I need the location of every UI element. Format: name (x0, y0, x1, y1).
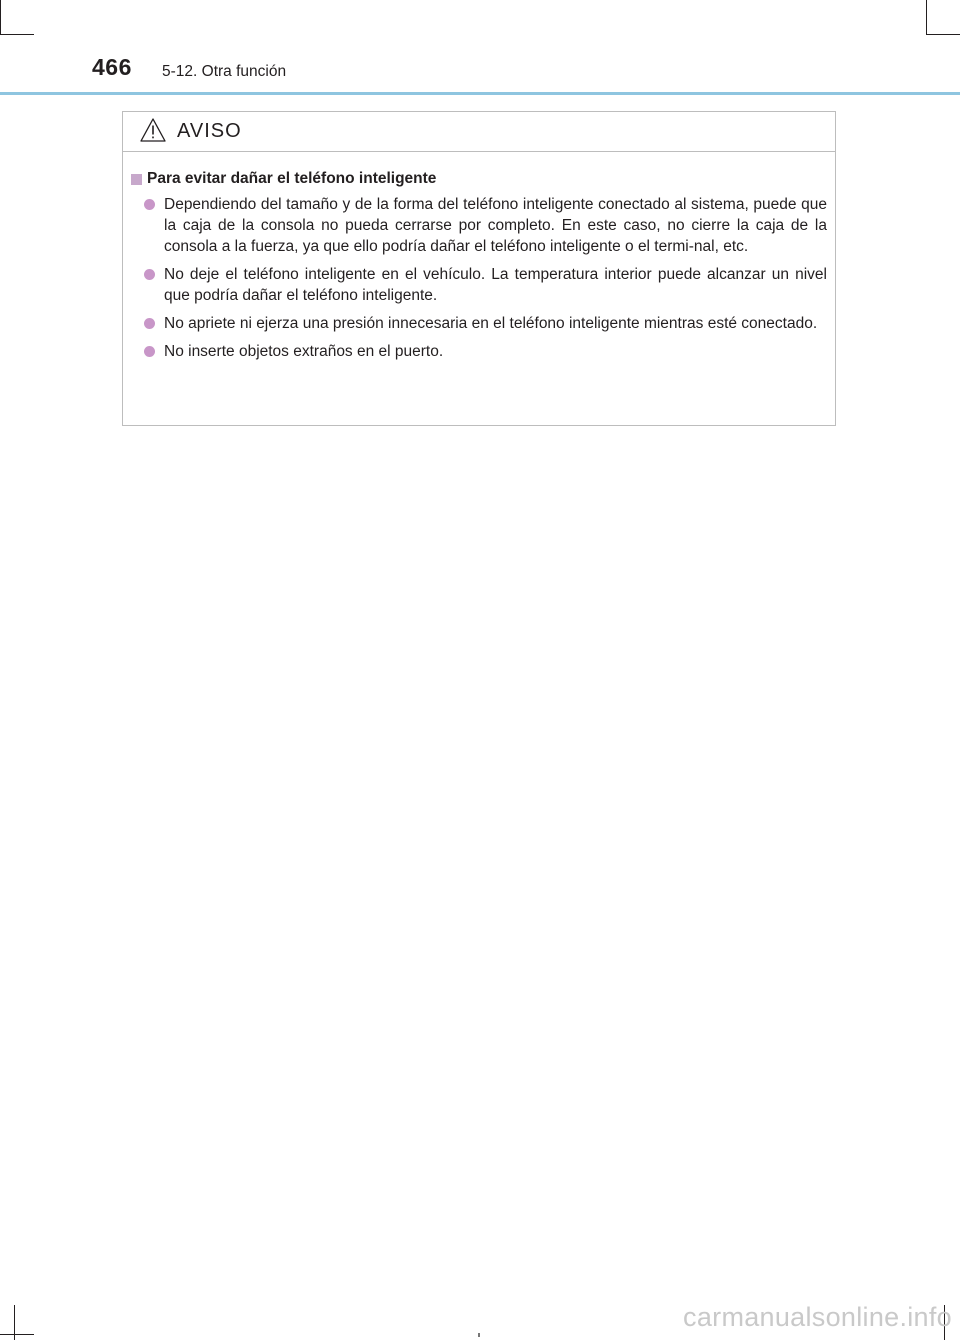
list-item-text: No inserte objetos extraños en el puerto. (164, 343, 444, 360)
header-rule (0, 92, 960, 95)
list-item (131, 194, 827, 257)
list-item (131, 313, 827, 334)
list-item-text: Dependiendo del tamaño y de la forma del teléfono inteligente conectado al sistema, puede que la caja de la consola no pueda cerrarse por completo. En este caso, no cierre la caja de la consola a la fuerza, ya que ello podría dañar el teléfono inteligente o el termi-nal, etc. (164, 196, 827, 255)
list-item (131, 341, 827, 362)
crop-mark (0, 1334, 34, 1335)
list-item-text: No deje el teléfono inteligente en el vehículo. La temperatura interior puede alcanzar un nivel que podría dañar el teléfono inteligente. (164, 266, 827, 304)
circle-bullet-icon (144, 199, 155, 210)
subheading-text: Para evitar dañar el teléfono inteligente (147, 170, 437, 187)
footer-watermark[interactable]: carmanualsonline.info (683, 1302, 952, 1332)
warning-box (122, 111, 836, 426)
list-item (131, 264, 827, 306)
warning-subheading (131, 170, 827, 188)
page-header (0, 0, 960, 100)
warning-triangle-icon (140, 118, 166, 142)
warning-body (123, 152, 835, 362)
list-item-text: No apriete ni ejerza una presión innecesaria en el teléfono inteligente mientras esté conectado. (164, 315, 818, 332)
warning-header (123, 112, 835, 152)
section-title: 5-12. Otra función (162, 63, 287, 80)
page-number: 466 (92, 54, 132, 80)
circle-bullet-icon (144, 346, 155, 357)
warning-title: AVISO (177, 120, 242, 142)
circle-bullet-icon (144, 318, 155, 329)
circle-bullet-icon (144, 269, 155, 280)
footer-mark (478, 1333, 480, 1337)
square-bullet-icon (131, 174, 142, 185)
